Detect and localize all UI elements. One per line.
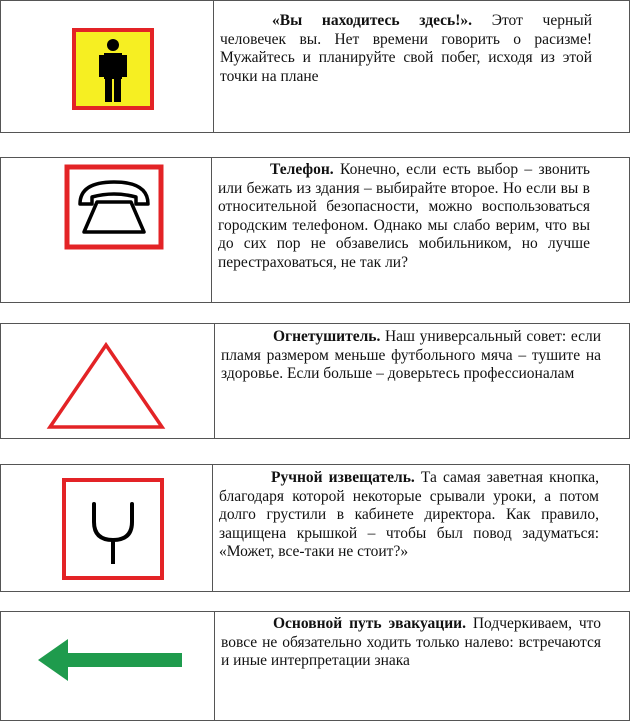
card-title: Огнетушитель. bbox=[273, 328, 381, 345]
sign-card-manual-call-point bbox=[0, 464, 630, 592]
card-description bbox=[221, 328, 601, 384]
card-title: Ручной извещатель. bbox=[271, 469, 415, 486]
card-divider bbox=[213, 0, 214, 133]
card-divider bbox=[214, 611, 215, 721]
arrow-left-icon bbox=[36, 637, 186, 683]
card-description bbox=[218, 161, 590, 272]
card-body: Подчеркиваем, что вовсе не обязательно ходить только налево: встречаются и иные интерпретации знака bbox=[221, 615, 602, 669]
card-title: «Вы находитесь здесь!». bbox=[272, 12, 473, 29]
sign-card-you-are-here bbox=[0, 0, 630, 133]
triangle-icon bbox=[44, 339, 168, 435]
sign-card-extinguisher bbox=[0, 323, 630, 439]
card-divider bbox=[212, 464, 213, 592]
card-description bbox=[221, 615, 601, 671]
telephone-icon bbox=[64, 164, 164, 250]
fork-icon bbox=[62, 478, 164, 580]
sign-card-phone bbox=[0, 157, 630, 303]
card-body: Та самая заветная кнопка, благодаря которой некоторые срывали уроки, а потом долго грустили в кабинете директора. Как правило, защищена крышкой – чтобы был повод задуматься: «Может, все-таки не стоит?» bbox=[219, 469, 599, 560]
card-body: Этот черный человечек вы. Нет времени говорить о расизме! Мужайтесь и планируйте свой побег, исходя из этой точки на плане bbox=[220, 12, 592, 85]
card-body: Конечно, если есть выбор – звонить или бежать из здания – выбирайте второе. Но если вы в относительной безопасности, можно воспользоваться городским телефоном. Однако мы слабо верим, что вы до сих пор не обзавелись мобильником, но лучше перестраховаться, не так ли? bbox=[218, 161, 590, 271]
person-icon bbox=[72, 28, 154, 110]
card-description bbox=[219, 469, 599, 562]
card-title: Телефон. bbox=[270, 161, 334, 178]
card-divider bbox=[211, 157, 212, 303]
card-body: Наш универсальный совет: если пламя размером меньше футбольного мяча – тушите на здоровье. Если больше – доверьтесь профессионалам bbox=[221, 328, 601, 382]
sign-card-evacuation-route bbox=[0, 611, 630, 721]
card-divider bbox=[214, 323, 215, 439]
card-description bbox=[220, 12, 592, 86]
card-title: Основной путь эвакуации. bbox=[273, 615, 466, 632]
